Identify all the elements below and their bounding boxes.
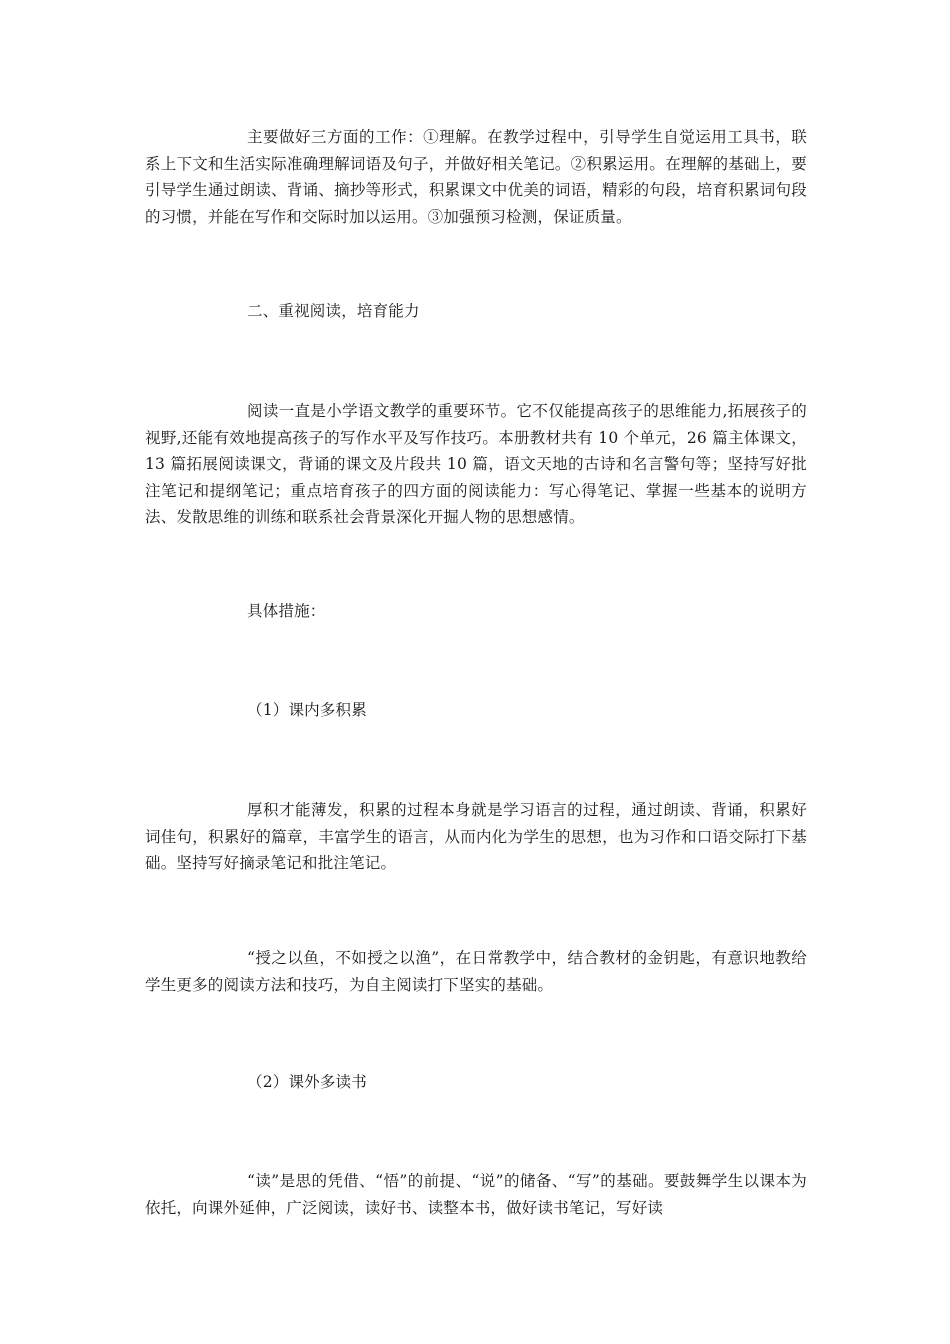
heading-extracurricular-reading: （2）课外多读书 <box>247 1073 367 1091</box>
paragraph-reading-importance: 阅读一直是小学语文教学的重要环节。它不仅能提高孩子的思维能力,拓展孩子的视野,还能有效地提高孩子的写作水平及写作技巧。本册教材共有 10 个单元，26 篇主体课文，13 篇拓展阅读课文，背诵的课文及片段共 10 篇，语文天地的古诗和名言警句等；坚持写好批注笔记和提纲笔记；重点培育孩子的四方面的阅读能力：写心得笔记、掌握一些基本的说明方法、发散思维的训练和联系社会背景深化开掘人物的思想感情。 <box>145 402 807 526</box>
heading-in-class-accumulation: （1）课内多积累 <box>247 701 367 719</box>
paragraph-teach-to-fish: “授之以鱼，不如授之以渔”，在日常教学中，结合教材的金钥匙，有意识地教给学生更多的阅读方法和技巧，为自主阅读打下坚实的基础。 <box>145 949 807 994</box>
paragraph-three-aspects: 主要做好三方面的工作：①理解。在教学过程中，引导学生自觉运用工具书，联系上下文和生活实际准确理解词语及句子，并做好相关笔记。②积累运用。在理解的基础上，要引导学生通过朗读、背诵、摘抄等形式，积累课文中优美的词语，精彩的句段，培育积累词句段的习惯，并能在写作和交际时加以运用。③加强预习检测，保证质量。 <box>145 128 807 226</box>
paragraph-reading-basis: “读”是思的凭借、“悟”的前提、“说”的储备、“写”的基础。要鼓舞学生以课本为依托，向课外延伸，广泛阅读，读好书、读整本书，做好读书笔记，写好读 <box>145 1172 807 1217</box>
section-heading-reading: 二、重视阅读，培育能力 <box>247 302 420 320</box>
paragraph-accumulation: 厚积才能薄发，积累的过程本身就是学习语言的过程，通过朗读、背诵，积累好词佳句，积累好的篇章，丰富学生的语言，从而内化为学生的思想，也为习作和口语交际打下基础。坚持写好摘录笔记和批注笔记。 <box>145 801 807 872</box>
heading-specific-measures: 具体措施： <box>247 602 326 620</box>
